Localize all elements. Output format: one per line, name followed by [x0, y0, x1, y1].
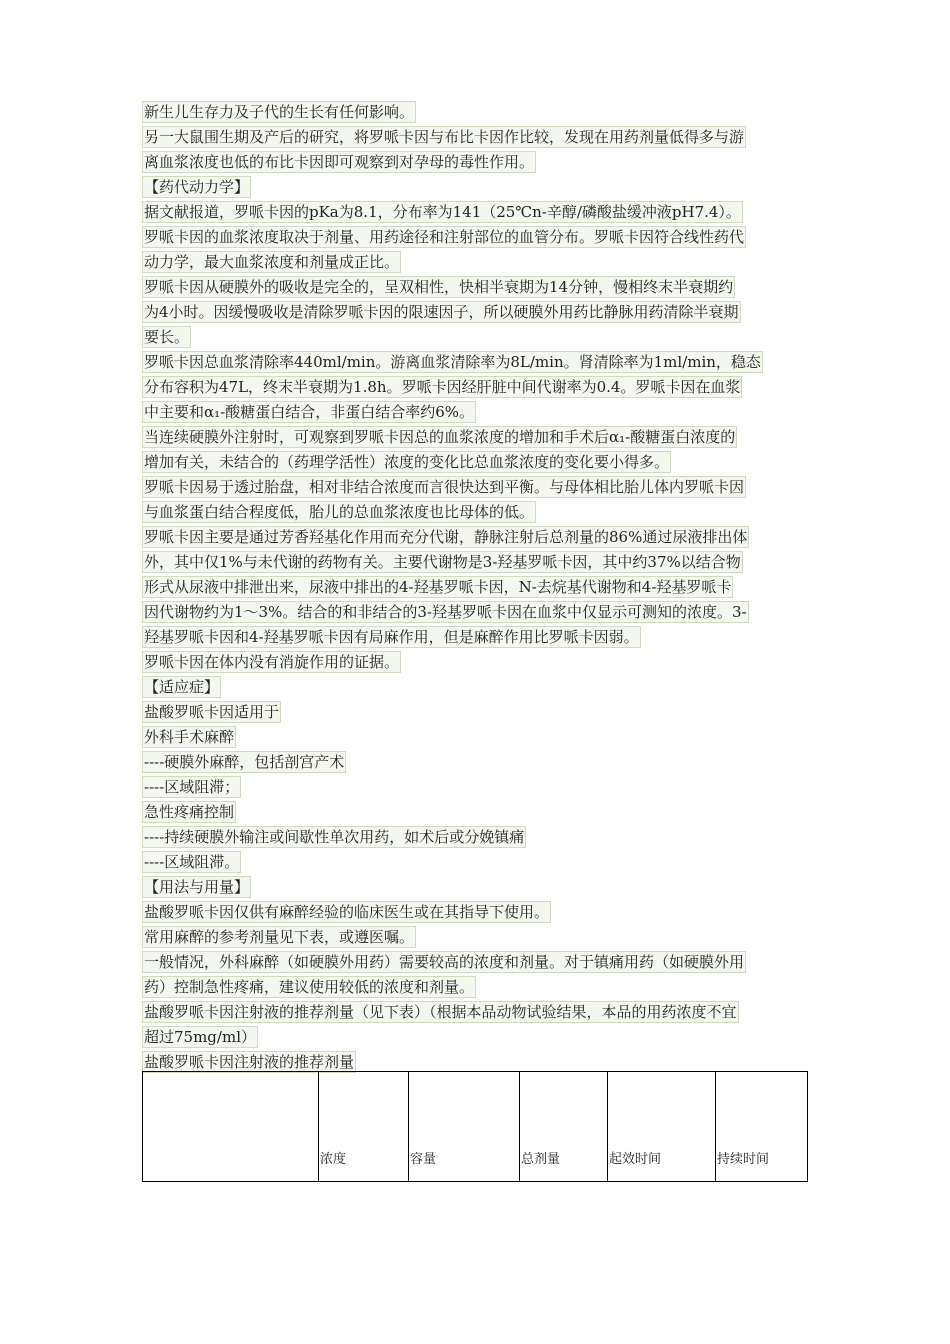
document-body — [142, 100, 822, 1075]
table-caption: 盐酸罗哌卡因注射液的推荐剂量 — [144, 1053, 355, 1071]
text-line: 分布容积为47L，终末半衰期为1.8h。罗哌卡因经肝脏中间代谢率为0.4。罗哌卡因在血浆 — [144, 378, 741, 396]
text-line: 形式从尿液中排泄出来，尿液中排出的4-羟基罗哌卡因，N-去烷基代谢物和4-羟基罗哌卡 — [144, 578, 732, 596]
text-line: 盐酸罗哌卡因注射液的推荐剂量（见下表）（根据本品动物试验结果，本品的用药浓度不宜 — [144, 1003, 737, 1021]
text-line: ----硬膜外麻醉，包括剖宫产术 — [144, 753, 345, 771]
text-line: 羟基罗哌卡因和4-羟基罗哌卡因有局麻作用，但是麻醉作用比罗哌卡因弱。 — [144, 628, 639, 646]
text-line: 罗哌卡因主要是通过芳香羟基化作用而充分代谢，静脉注射后总剂量的86%通过尿液排出体 — [144, 528, 748, 546]
text-line: 急性疼痛控制 — [144, 803, 235, 821]
text-line: 超过75mg/ml） — [144, 1028, 256, 1046]
text-line: ----持续硬膜外输注或间歇性单次用药，如术后或分娩镇痛 — [144, 828, 525, 846]
text-line: 离血浆浓度也低的布比卡因即可观察到对孕母的毒性作用。 — [144, 153, 535, 171]
table-header-cell: 浓度 — [319, 1072, 409, 1181]
section-heading: 【用法与用量】 — [144, 878, 250, 896]
section-heading: 【适应症】 — [144, 678, 220, 696]
text-line: 据文献报道，罗哌卡因的pKa为8.1，分布率为141（25℃n-辛醇/磷酸盐缓冲液pH7.4）。 — [144, 203, 741, 221]
text-line: 动力学，最大血浆浓度和剂量成正比。 — [144, 253, 400, 271]
text-line: 常用麻醉的参考剂量见下表，或遵医嘱。 — [144, 928, 415, 946]
table-header-cell — [143, 1072, 319, 1181]
text-line: 与血浆蛋白结合程度低，胎儿的总血浆浓度也比母体的低。 — [144, 503, 535, 521]
text-line: 盐酸罗哌卡因仅供有麻醉经验的临床医生或在其指导下使用。 — [144, 903, 550, 921]
text-line: 要长。 — [144, 328, 190, 346]
text-line: 增加有关，未结合的（药理学活性）浓度的变化比总血浆浓度的变化要小得多。 — [144, 453, 670, 471]
table-header-cell: 总剂量 — [520, 1072, 608, 1181]
text-line: 外科手术麻醉 — [144, 728, 235, 746]
text-line: 罗哌卡因的血浆浓度取决于剂量、用药途径和注射部位的血管分布。罗哌卡因符合线性药代 — [144, 228, 745, 246]
table-header-cell: 容量 — [409, 1072, 520, 1181]
text-line: 罗哌卡因易于透过胎盘，相对非结合浓度而言很快达到平衡。与母体相比胎儿体内罗哌卡因 — [144, 478, 745, 496]
text-line: 外，其中仅1%与未代谢的药物有关。主要代谢物是3-羟基罗哌卡因，其中约37%以结合物 — [144, 553, 741, 571]
text-line: ----区域阻滞； — [144, 778, 240, 796]
text-line: 当连续硬膜外注射时，可观察到罗哌卡因总的血浆浓度的增加和手术后α₁-酸糖蛋白浓度的 — [144, 428, 736, 446]
text-line: 因代谢物约为1～3%。结合的和非结合的3-羟基罗哌卡因在血浆中仅显示可测知的浓度。3- — [144, 603, 747, 621]
dosage-table — [142, 1071, 808, 1182]
text-line: 另一大鼠围生期及产后的研究，将罗哌卡因与布比卡因作比较，发现在用药剂量低得多与游 — [144, 128, 745, 146]
text-line: 罗哌卡因从硬膜外的吸收是完全的，呈双相性，快相半衰期为14分钟，慢相终末半衰期约 — [144, 278, 734, 296]
text-line: ----区域阻滞。 — [144, 853, 240, 871]
text-line: 中主要和α₁-酸糖蛋白结合，非蛋白结合率约6%。 — [144, 403, 475, 421]
table-header-cell: 起效时间 — [608, 1072, 716, 1181]
text-line: 新生儿生存力及子代的生长有任何影响。 — [144, 103, 415, 121]
text-line: 药）控制急性疼痛，建议使用较低的浓度和剂量。 — [144, 978, 475, 996]
text-line: 为4小时。因缓慢吸收是清除罗哌卡因的限速因子，所以硬膜外用药比静脉用药清除半衰期 — [144, 303, 739, 321]
text-line: 罗哌卡因总血浆清除率440ml/min。游离血浆清除率为8L/min。肾清除率为1ml/min，稳态 — [144, 353, 761, 371]
table-header-cell: 持续时间 — [717, 1152, 770, 1167]
section-heading: 【药代动力学】 — [144, 178, 250, 196]
text-line: 罗哌卡因在体内没有消旋作用的证据。 — [144, 653, 400, 671]
text-line: 一般情况，外科麻醉（如硬膜外用药）需要较高的浓度和剂量。对于镇痛用药（如硬膜外用 — [144, 953, 745, 971]
text-line: 盐酸罗哌卡因适用于 — [144, 703, 280, 721]
